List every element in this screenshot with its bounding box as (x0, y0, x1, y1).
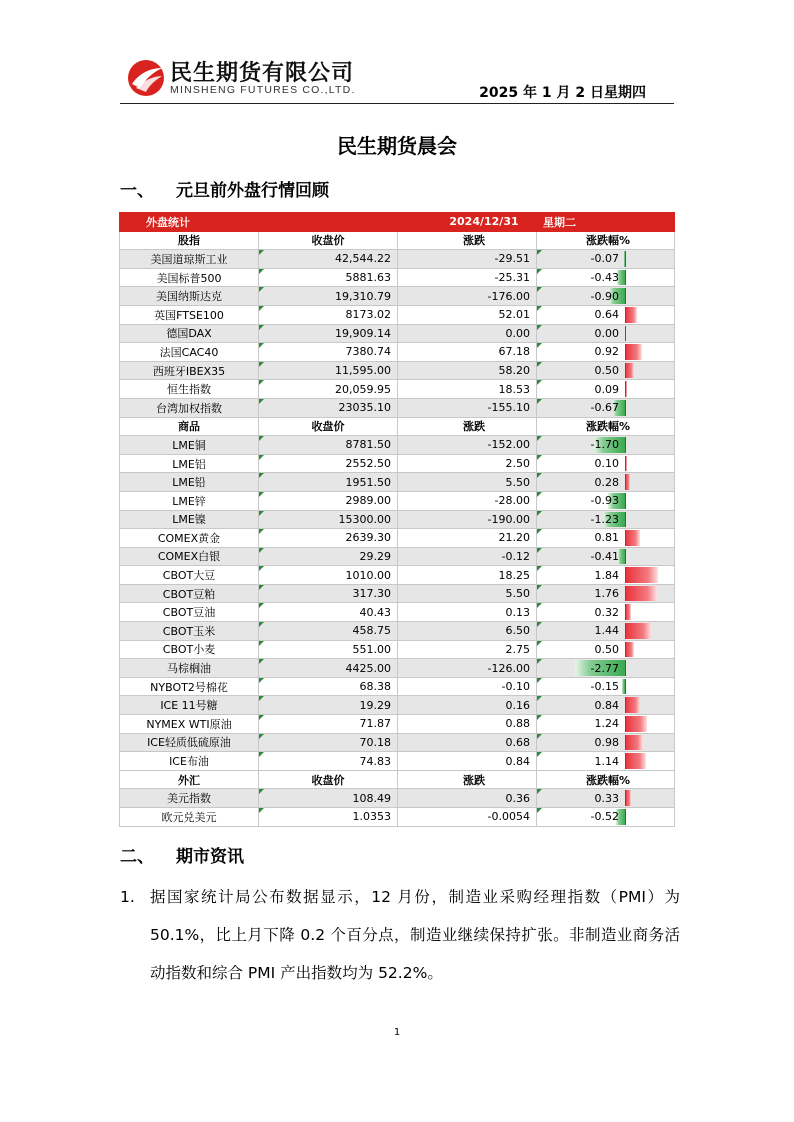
table-row (120, 603, 675, 622)
column-header: 收盘价 (259, 770, 398, 789)
percent-change (537, 454, 675, 473)
instrument-name: 德国DAX (120, 324, 259, 343)
close-price-value: 29.29 (359, 549, 391, 563)
table-row (120, 659, 675, 678)
table-row (120, 808, 675, 827)
percent-change-value: 0.09 (594, 382, 619, 396)
cell-marker-icon (259, 529, 264, 534)
cell-marker-icon (259, 752, 264, 757)
percent-change (537, 268, 675, 287)
column-header: 商品 (120, 417, 259, 436)
close-price-value: 7380.74 (345, 345, 391, 359)
cell-marker-icon (537, 473, 542, 478)
cell-marker-icon (537, 734, 542, 739)
cell-marker-icon (259, 492, 264, 497)
close-price (259, 603, 398, 622)
news-index: 1. (120, 888, 135, 906)
top-bar-label: 外盘统计 (120, 213, 259, 232)
instrument-name: 美国标普500 (120, 268, 259, 287)
table-row (120, 361, 675, 380)
close-price (259, 250, 398, 269)
close-price-value: 5881.63 (345, 271, 391, 285)
table-row (120, 733, 675, 752)
table-row (120, 343, 675, 362)
price-change: 0.00 (398, 324, 537, 343)
percent-change (537, 789, 675, 808)
close-price (259, 752, 398, 771)
percent-change (537, 287, 675, 306)
table-row (120, 473, 675, 492)
section-label: 元旦前外盘行情回顾 (176, 181, 329, 201)
column-header: 涨跌幅% (537, 417, 675, 436)
page-header (120, 56, 674, 104)
close-price-value: 70.18 (359, 735, 391, 749)
price-change: 2.50 (398, 454, 537, 473)
cell-marker-icon (537, 511, 542, 516)
table-row (120, 547, 675, 566)
percent-change (537, 305, 675, 324)
cell-marker-icon (537, 808, 542, 813)
cell-marker-icon (537, 250, 542, 255)
cell-marker-icon (537, 585, 542, 590)
cell-marker-icon (259, 622, 264, 627)
instrument-name: 恒生指数 (120, 380, 259, 399)
table-row (120, 715, 675, 734)
close-price (259, 529, 398, 548)
cell-marker-icon (537, 789, 542, 794)
close-price-value: 2552.50 (345, 457, 391, 471)
percent-change (537, 380, 675, 399)
table-row (120, 677, 675, 696)
table-row (120, 529, 675, 548)
close-price (259, 715, 398, 734)
close-price-value: 71.87 (359, 717, 391, 731)
cell-marker-icon (259, 250, 264, 255)
percent-change-value: -0.93 (590, 494, 619, 508)
close-price (259, 343, 398, 362)
price-change: 18.53 (398, 380, 537, 399)
close-price (259, 287, 398, 306)
instrument-name: CBOT玉米 (120, 622, 259, 641)
percent-change (537, 677, 675, 696)
close-price-value: 108.49 (352, 791, 391, 805)
close-price-value: 40.43 (359, 605, 391, 619)
percent-change (537, 529, 675, 548)
percent-change (537, 343, 675, 362)
table-group-header (120, 231, 675, 250)
percent-change-value: 1.24 (594, 717, 619, 731)
close-price-value: 68.38 (359, 680, 391, 694)
cell-marker-icon (259, 399, 264, 404)
close-price-value: 20,059.95 (335, 382, 391, 396)
section-heading-overseas (120, 176, 329, 201)
table-row (120, 696, 675, 715)
cell-marker-icon (537, 715, 542, 720)
cell-marker-icon (537, 659, 542, 664)
instrument-name: CBOT大豆 (120, 566, 259, 585)
cell-marker-icon (537, 362, 542, 367)
column-header: 涨跌 (398, 417, 537, 436)
percent-change (537, 715, 675, 734)
price-change: 0.88 (398, 715, 537, 734)
instrument-name: NYBOT2号棉花 (120, 677, 259, 696)
close-price (259, 808, 398, 827)
close-price (259, 361, 398, 380)
instrument-name: 欧元兑美元 (120, 808, 259, 827)
percent-change (537, 752, 675, 771)
table-group-header (120, 417, 675, 436)
cell-marker-icon (259, 325, 264, 330)
close-price (259, 510, 398, 529)
cell-marker-icon (259, 511, 264, 516)
percent-change-value: 0.50 (594, 642, 619, 656)
close-price-value: 74.83 (359, 754, 391, 768)
percent-change-value: 0.32 (594, 605, 619, 619)
close-price-value: 19.29 (359, 698, 391, 712)
instrument-name: NYMEX WTI原油 (120, 715, 259, 734)
percent-change-value: 1.44 (594, 624, 619, 638)
price-change: 5.50 (398, 473, 537, 492)
instrument-name: ICE轻质低硫原油 (120, 733, 259, 752)
close-price (259, 398, 398, 417)
instrument-name: CBOT豆油 (120, 603, 259, 622)
page-number: 1 (393, 1027, 401, 1038)
percent-change (537, 566, 675, 585)
column-header: 收盘价 (259, 231, 398, 250)
instrument-name: CBOT小麦 (120, 640, 259, 659)
close-price (259, 324, 398, 343)
cell-marker-icon (259, 380, 264, 385)
close-price-value: 551.00 (352, 642, 391, 656)
cell-marker-icon (259, 678, 264, 683)
table-row (120, 398, 675, 417)
cell-marker-icon (537, 566, 542, 571)
price-change: -126.00 (398, 659, 537, 678)
close-price-value: 4425.00 (345, 661, 391, 675)
instrument-name: LME镍 (120, 510, 259, 529)
instrument-name: 美元指数 (120, 789, 259, 808)
cell-marker-icon (259, 641, 264, 646)
instrument-name: COMEX白银 (120, 547, 259, 566)
close-price-value: 11,595.00 (335, 364, 391, 378)
price-change: -152.00 (398, 436, 537, 455)
cell-marker-icon (537, 752, 542, 757)
close-price (259, 380, 398, 399)
cell-marker-icon (537, 269, 542, 274)
percent-change (537, 659, 675, 678)
percent-change-value: -0.52 (590, 810, 619, 824)
price-change: -0.12 (398, 547, 537, 566)
instrument-name: 英国FTSE100 (120, 305, 259, 324)
cell-marker-icon (259, 455, 264, 460)
price-change: 21.20 (398, 529, 537, 548)
overseas-market-table (119, 212, 675, 827)
cell-marker-icon (537, 492, 542, 497)
cell-marker-icon (259, 659, 264, 664)
close-price-value: 317.30 (352, 587, 391, 601)
column-header: 收盘价 (259, 417, 398, 436)
close-price (259, 547, 398, 566)
close-price (259, 584, 398, 603)
price-change: -28.00 (398, 491, 537, 510)
price-change: -0.10 (398, 677, 537, 696)
instrument-name: CBOT豆粕 (120, 584, 259, 603)
close-price-value: 15300.00 (338, 512, 391, 526)
percent-change (537, 622, 675, 641)
section-number: 二、 (120, 847, 154, 867)
percent-change (537, 640, 675, 659)
cell-marker-icon (259, 808, 264, 813)
cell-marker-icon (537, 603, 542, 608)
percent-change (537, 361, 675, 380)
percent-change-value: 0.64 (594, 308, 619, 322)
percent-change (537, 584, 675, 603)
instrument-name: 马棕榈油 (120, 659, 259, 678)
table-row (120, 250, 675, 269)
close-price (259, 640, 398, 659)
close-price-value: 458.75 (352, 624, 391, 638)
table-row (120, 491, 675, 510)
close-price-value: 8781.50 (345, 438, 391, 452)
percent-change-value: 0.33 (594, 791, 619, 805)
column-header: 股指 (120, 231, 259, 250)
section-number: 一、 (120, 181, 154, 201)
close-price-value: 1951.50 (345, 475, 391, 489)
price-change: -29.51 (398, 250, 537, 269)
company-name-en: MINSHENG FUTURES CO.,LTD. (170, 84, 356, 96)
cell-marker-icon (259, 715, 264, 720)
percent-change-value: 0.98 (594, 735, 619, 749)
instrument-name: LME铜 (120, 436, 259, 455)
close-price-value: 19,909.14 (335, 326, 391, 340)
price-change: 58.20 (398, 361, 537, 380)
column-header: 外汇 (120, 770, 259, 789)
percent-change (537, 510, 675, 529)
table-row (120, 510, 675, 529)
close-price-value: 8173.02 (345, 308, 391, 322)
percent-change-value: 1.14 (594, 754, 619, 768)
column-header: 涨跌 (398, 231, 537, 250)
cell-marker-icon (537, 436, 542, 441)
percent-change-value: -1.70 (590, 438, 619, 452)
percent-change-value: 0.10 (594, 457, 619, 471)
price-change: 0.68 (398, 733, 537, 752)
percent-change-value: -0.15 (590, 680, 619, 694)
cell-marker-icon (537, 622, 542, 627)
table-row (120, 454, 675, 473)
percent-change (537, 491, 675, 510)
cell-marker-icon (537, 325, 542, 330)
cell-marker-icon (537, 455, 542, 460)
price-change: 0.16 (398, 696, 537, 715)
close-price-value: 23035.10 (338, 401, 391, 415)
percent-change-value: 1.76 (594, 587, 619, 601)
price-change: 0.13 (398, 603, 537, 622)
cell-marker-icon (537, 399, 542, 404)
cell-marker-icon (259, 548, 264, 553)
percent-change-value: 1.84 (594, 568, 619, 582)
percent-change (537, 603, 675, 622)
close-price (259, 659, 398, 678)
table-row (120, 436, 675, 455)
column-header: 涨跌幅% (537, 231, 675, 250)
document-title: 民生期货晨会 (337, 134, 457, 158)
table-row (120, 287, 675, 306)
instrument-name: 法国CAC40 (120, 343, 259, 362)
percent-change (537, 473, 675, 492)
close-price (259, 733, 398, 752)
close-price-value: 19,310.79 (335, 289, 391, 303)
close-price (259, 436, 398, 455)
close-price (259, 454, 398, 473)
cell-marker-icon (537, 380, 542, 385)
cell-marker-icon (259, 343, 264, 348)
percent-change (537, 808, 675, 827)
cell-marker-icon (259, 269, 264, 274)
column-header: 涨跌 (398, 770, 537, 789)
cell-marker-icon (537, 306, 542, 311)
price-change: 0.36 (398, 789, 537, 808)
instrument-name: 台湾加权指数 (120, 398, 259, 417)
table-row (120, 622, 675, 641)
price-change: 2.75 (398, 640, 537, 659)
percent-change-value: -0.43 (590, 271, 619, 285)
price-change: 52.01 (398, 305, 537, 324)
instrument-name: LME铝 (120, 454, 259, 473)
cell-marker-icon (259, 734, 264, 739)
cell-marker-icon (259, 306, 264, 311)
instrument-name: ICE 11号糖 (120, 696, 259, 715)
price-change: -176.00 (398, 287, 537, 306)
close-price (259, 566, 398, 585)
percent-change-value: -2.77 (590, 661, 619, 675)
close-price (259, 473, 398, 492)
percent-change (537, 250, 675, 269)
percent-change-value: 0.92 (594, 345, 619, 359)
table-row (120, 584, 675, 603)
table-top-bar (120, 213, 675, 232)
price-change: 6.50 (398, 622, 537, 641)
price-change: -155.10 (398, 398, 537, 417)
cell-marker-icon (537, 548, 542, 553)
company-name-cn: 民生期货有限公司 (170, 61, 355, 86)
close-price (259, 491, 398, 510)
close-price-value: 2639.30 (345, 531, 391, 545)
percent-change-value: 0.28 (594, 475, 619, 489)
cell-marker-icon (537, 678, 542, 683)
instrument-name: LME锌 (120, 491, 259, 510)
instrument-name: 美国道琼斯工业 (120, 250, 259, 269)
table-row (120, 268, 675, 287)
price-change: 67.18 (398, 343, 537, 362)
percent-change-value: 0.84 (594, 698, 619, 712)
percent-change-value: -0.67 (590, 401, 619, 415)
table-group-header (120, 770, 675, 789)
close-price-value: 1.0353 (352, 810, 391, 824)
instrument-name: 西班牙IBEX35 (120, 361, 259, 380)
table-row (120, 640, 675, 659)
instrument-name: ICE布油 (120, 752, 259, 771)
cell-marker-icon (259, 789, 264, 794)
close-price (259, 305, 398, 324)
percent-change (537, 324, 675, 343)
instrument-name: LME铅 (120, 473, 259, 492)
percent-change-value: 0.50 (594, 364, 619, 378)
cell-marker-icon (259, 603, 264, 608)
percent-change-value: -0.90 (590, 289, 619, 303)
close-price-value: 1010.00 (345, 568, 391, 582)
instrument-name: COMEX黄金 (120, 529, 259, 548)
instrument-name: 美国纳斯达克 (120, 287, 259, 306)
percent-change-value: -0.07 (590, 252, 619, 266)
close-price (259, 677, 398, 696)
price-change: 0.84 (398, 752, 537, 771)
column-header: 涨跌幅% (537, 770, 675, 789)
price-change: -25.31 (398, 268, 537, 287)
price-change: -0.0054 (398, 808, 537, 827)
percent-change (537, 398, 675, 417)
cell-marker-icon (537, 287, 542, 292)
cell-marker-icon (537, 529, 542, 534)
section-label: 期市资讯 (176, 847, 244, 867)
table-row (120, 789, 675, 808)
section-heading-news (120, 842, 244, 867)
top-bar-weekday: 星期二 (537, 213, 675, 232)
table-row (120, 566, 675, 585)
price-change: 5.50 (398, 584, 537, 603)
close-price (259, 622, 398, 641)
news-item (120, 878, 680, 992)
percent-change-value: -1.23 (590, 512, 619, 526)
table-row (120, 380, 675, 399)
percent-change-value: 0.00 (594, 326, 619, 340)
cell-marker-icon (259, 473, 264, 478)
percent-change (537, 696, 675, 715)
close-price-value: 2989.00 (345, 494, 391, 508)
minsheng-logo-icon (126, 58, 166, 98)
news-text: 据国家统计局公布数据显示，12 月份，制造业采购经理指数（PMI）为 50.1%，比上月下降 0.2 个百分点，制造业继续保持扩张。非制造业商务活动指数和综合 PMI 产出指数均为 52.2%。 (150, 888, 680, 982)
price-change: 18.25 (398, 566, 537, 585)
table-row (120, 752, 675, 771)
cell-marker-icon (537, 696, 542, 701)
close-price (259, 789, 398, 808)
cell-marker-icon (259, 585, 264, 590)
percent-change-value: -0.41 (590, 549, 619, 563)
close-price (259, 696, 398, 715)
percent-change (537, 436, 675, 455)
cell-marker-icon (259, 362, 264, 367)
cell-marker-icon (537, 343, 542, 348)
close-price-value: 42,544.22 (335, 252, 391, 266)
cell-marker-icon (537, 641, 542, 646)
cell-marker-icon (259, 436, 264, 441)
cell-marker-icon (259, 696, 264, 701)
price-change: -190.00 (398, 510, 537, 529)
percent-change (537, 733, 675, 752)
header-date: 2025 年 1 月 2 日星期四 (479, 85, 646, 101)
close-price (259, 268, 398, 287)
percent-change (537, 547, 675, 566)
top-bar-date: 2024/12/31 (398, 213, 537, 232)
table-row (120, 324, 675, 343)
percent-change-value: 0.81 (594, 531, 619, 545)
table-row (120, 305, 675, 324)
cell-marker-icon (259, 566, 264, 571)
cell-marker-icon (259, 287, 264, 292)
